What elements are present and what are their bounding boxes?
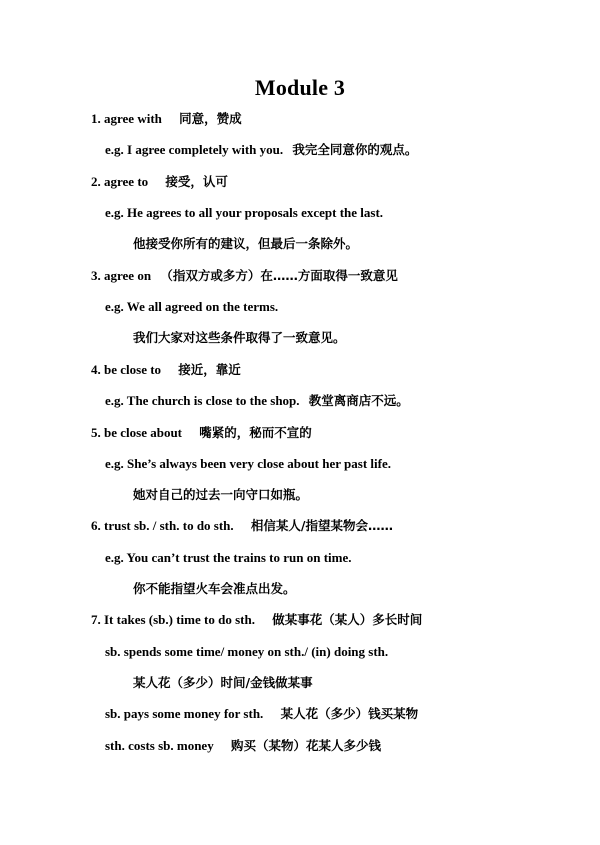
example-chinese: 她对自己的过去一向守口如瓶。 [133, 487, 309, 502]
example-chinese: 教堂离商店不远。 [308, 393, 409, 408]
example-chinese: 我们大家对这些条件取得了一致意见。 [133, 330, 346, 345]
item-phrase: trust sb. / sth. to do sth. [104, 518, 234, 533]
example-chinese: 我完全同意你的观点。 [292, 142, 418, 157]
item-7-sub-3 [105, 737, 381, 755]
item-7-sub-2 [105, 705, 418, 723]
item-1-example [105, 141, 417, 159]
item-phrase: be close about [104, 425, 182, 440]
example-english: e.g. The church is close to the shop. [105, 393, 300, 408]
example-english: e.g. We all agreed on the terms. [105, 299, 279, 314]
item-4-heading [91, 361, 241, 379]
item-1-heading [91, 110, 242, 128]
example-english: e.g. She’s always been very close about her past life. [105, 456, 391, 471]
example-english: e.g. I agree completely with you. [105, 142, 284, 157]
sub-chinese: 购买（某物）花某人多少钱 [230, 738, 381, 753]
item-5-translation [133, 486, 308, 504]
page-title: Module 3 [254, 75, 346, 100]
item-meaning: 相信某人/指望某物会…… [250, 518, 393, 533]
item-7-sub-1-english [105, 643, 388, 661]
item-meaning: 嘴紧的，秘而不宣的 [199, 425, 312, 440]
item-3-heading [91, 267, 398, 285]
item-meaning: （指双方或多方）在……方面取得一致意见 [160, 268, 398, 283]
item-7-sub-1-chinese [133, 674, 313, 692]
item-meaning: 接近，靠近 [178, 362, 241, 377]
item-3-example [105, 298, 278, 316]
sub-english: sth. costs sb. money [105, 738, 214, 753]
item-number: 7. [91, 612, 101, 627]
item-number: 4. [91, 362, 101, 377]
example-english: e.g. You can’t trust the trains to run on time. [105, 550, 352, 565]
example-chinese: 你不能指望火车会准点出发。 [133, 581, 296, 596]
item-number: 3. [91, 268, 101, 283]
item-7-heading [91, 611, 422, 629]
item-phrase: agree on [104, 268, 152, 283]
item-meaning: 做某事花（某人）多长时间 [272, 612, 423, 627]
item-6-heading [91, 517, 393, 535]
item-5-heading [91, 424, 312, 442]
example-chinese: 他接受你所有的建议，但最后一条除外。 [133, 236, 359, 251]
item-2-example [105, 204, 383, 222]
sub-english: sb. pays some money for sth. [105, 706, 264, 721]
item-2-translation [133, 235, 358, 253]
item-number: 2. [91, 174, 101, 189]
item-number: 5. [91, 425, 101, 440]
item-6-example [105, 549, 352, 567]
item-2-heading [91, 173, 228, 191]
item-meaning: 接受，认可 [165, 174, 228, 189]
sub-chinese: 某人花（多少）时间/金钱做某事 [133, 675, 313, 690]
item-4-example [105, 392, 409, 410]
item-3-translation [133, 329, 346, 347]
example-english: e.g. He agrees to all your proposals except the last. [105, 205, 384, 220]
sub-english: sb. spends some time/ money on sth./ (in) doing sth. [105, 644, 389, 659]
sub-chinese: 某人花（多少）钱买某物 [280, 706, 419, 721]
item-5-example [105, 455, 391, 473]
item-number: 6. [91, 518, 101, 533]
item-phrase: agree to [104, 174, 149, 189]
item-phrase: agree with [104, 111, 162, 126]
item-6-translation [133, 580, 296, 598]
item-phrase: It takes (sb.) time to do sth. [104, 612, 255, 627]
item-phrase: be close to [104, 362, 162, 377]
item-meaning: 同意，赞成 [179, 111, 242, 126]
item-number: 1. [91, 111, 101, 126]
